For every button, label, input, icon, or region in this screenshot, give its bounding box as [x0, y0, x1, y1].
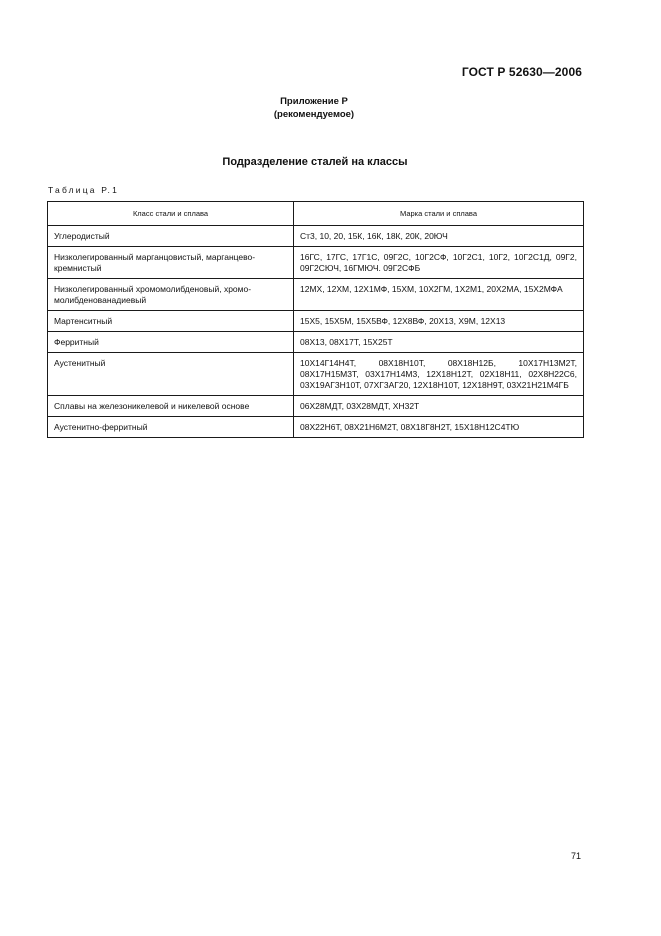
steel-class-cell: Мартенситный: [48, 311, 294, 332]
steel-class-cell: Низколегированный марганцовистый, марганцево-кремнистый: [48, 247, 294, 279]
standard-header: ГОСТ Р 52630—2006: [461, 65, 582, 79]
table-row: [48, 247, 584, 279]
steel-class-cell: Углеродистый: [48, 226, 294, 247]
steel-grade-cell: 08Х22Н6Т, 08Х21Н6М2Т, 08Х18Г8Н2Т, 15Х18Н12С4ТЮ: [294, 417, 584, 438]
steel-grade-cell: 15Х5, 15Х5М, 15Х5ВФ, 12Х8ВФ, 20Х13, Х9М, 12Х13: [294, 311, 584, 332]
table-row: [48, 311, 584, 332]
table-caption: Таблица Р.1: [48, 185, 120, 195]
steel-grade-cell: 06Х28МДТ, 03Х28МДТ, ХН32Т: [294, 396, 584, 417]
table-row: [48, 353, 584, 396]
steel-grade-cell: 16ГС, 17ГС, 17Г1С, 09Г2С, 10Г2СФ, 10Г2С1, 10Г2, 10Г2С1Д, 09Г2, 09Г2СЮЧ, 16ГМЮЧ. 09Г2СФБ: [294, 247, 584, 279]
column-header-class: Класс стали и сплава: [48, 202, 294, 226]
appendix-status: (рекомендуемое): [273, 109, 355, 120]
steel-grade-cell: 10Х14Г14Н4Т, 08Х18Н10Т, 08Х18Н12Б, 10Х17Н13М2Т, 08Х17Н15М3Т, 03Х17Н14М3, 12Х18Н12Т, 02Х18Н11, 02Х8Н22С6, 03Х19АГ3Н10Т, 07ХГ3АГ20, 12Х18Н10Т, 12Х18Н9Т, 03Х21Н21М4ГБ: [294, 353, 584, 396]
steel-class-cell: Аустенитный: [48, 353, 294, 396]
appendix-title: Приложение Р: [280, 96, 348, 107]
table-header-row: [48, 202, 584, 226]
steel-grade-cell: Ст3, 10, 20, 15К, 16К, 18К, 20К, 20ЮЧ: [294, 226, 584, 247]
table-row: [48, 396, 584, 417]
steel-class-table: [47, 201, 584, 438]
steel-class-cell: Сплавы на железоникелевой и никелевой основе: [48, 396, 294, 417]
table-row: [48, 332, 584, 353]
steel-grade-cell: 12МХ, 12ХМ, 12Х1МФ, 15ХМ, 10Х2ГМ, 1Х2М1, 20Х2МА, 15Х2МФА: [294, 279, 584, 311]
steel-grade-cell: 08Х13, 08Х17Т, 15Х25Т: [294, 332, 584, 353]
page-number: 71: [570, 851, 581, 861]
table-row: [48, 279, 584, 311]
steel-class-cell: Ферритный: [48, 332, 294, 353]
table-row: [48, 226, 584, 247]
steel-class-cell: Низколегированный хромомолибденовый, хромо-молибденованадиевый: [48, 279, 294, 311]
section-title: Подразделение сталей на классы: [222, 156, 408, 168]
table-row: [48, 417, 584, 438]
column-header-grade: Марка стали и сплава: [294, 202, 584, 226]
steel-class-cell: Аустенитно-ферритный: [48, 417, 294, 438]
